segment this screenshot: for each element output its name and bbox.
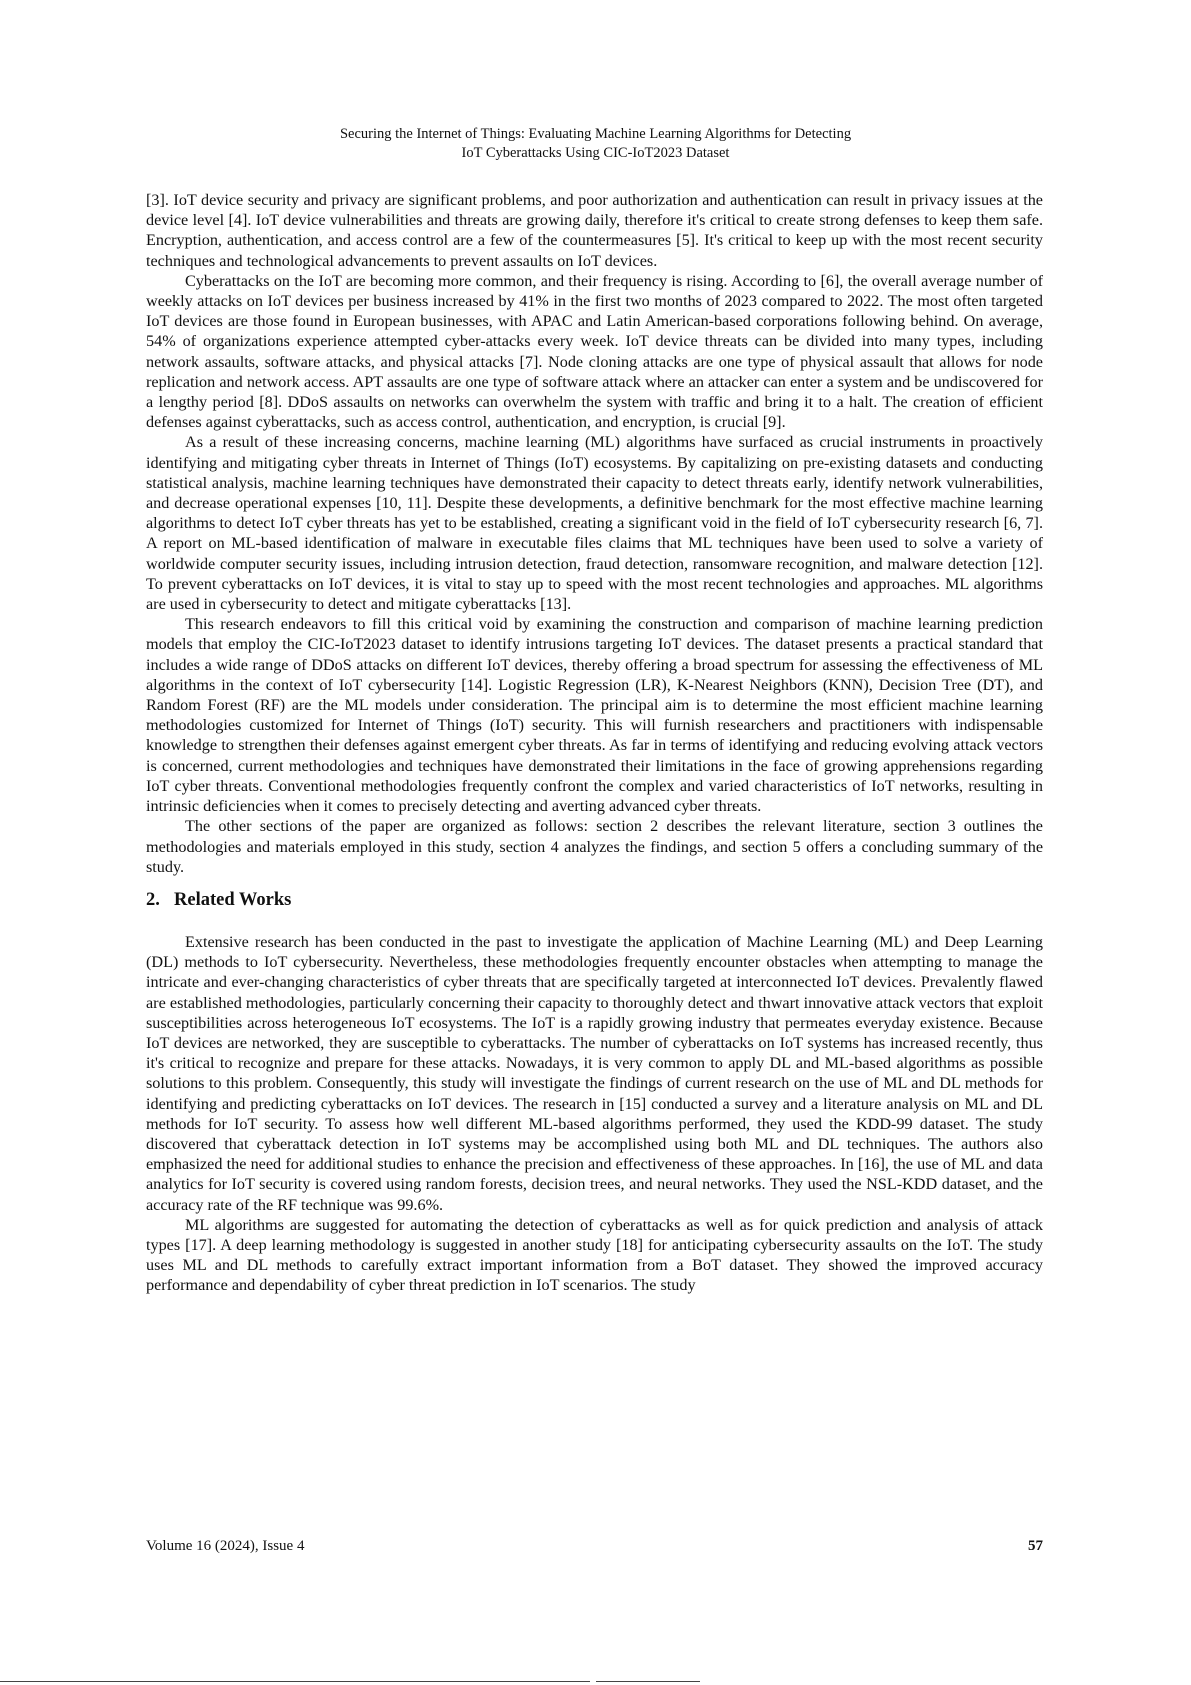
section-heading-related-works xyxy=(146,888,1043,912)
section-number: 2. xyxy=(146,889,160,910)
body-paragraph-1: [3]. IoT device security and privacy are significant problems, and poor authorization and authentication can result in privacy issues at the device level [4]. IoT device vulnerabilities and threats are growing daily, therefore it's critical to create strong defenses to keep them safe. Encryption, authentication, and access control are a few of the countermeasures [5]. It's critical to keep up with the most recent security techniques and technological advancements to prevent assaults on IoT devices. xyxy=(146,191,1043,270)
body-paragraph-3: As a result of these increasing concerns, machine learning (ML) algorithms have surfaced as crucial instruments in proactively identifying and mitigating cyber threats in Internet of Things (IoT) ecosystems. By capitalizing on pre-existing datasets and conducting statistical analysis, machine learning techniques have demonstrated their capacity to detect threats early, identify network vulnerabilities, and decrease operational expenses [10, 11]. Despite these developments, a definitive benchmark for the most effective machine learning algorithms to detect IoT cyber threats has yet to be established, creating a significant void in the field of IoT cybersecurity research [6, 7]. A report on ML-based identification of malware in executable files claims that ML techniques have been used to solve a variety of worldwide computer security issues, including intrusion detection, fraud detection, ransomware recognition, and malware detection [12]. To prevent cyberattacks on IoT devices, it is vital to stay up to speed with the most recent technologies and approaches. ML algorithms are used in cybersecurity to detect and mitigate cyberattacks [13]. xyxy=(146,433,1043,614)
section-title: Related Works xyxy=(174,889,292,910)
body-paragraph-2: Cyberattacks on the IoT are becoming more common, and their frequency is rising. According to [6], the overall average number of weekly attacks on IoT devices per business increased by 41% in the first two months of 2023 compared to 2022. The most often targeted IoT devices are those found in European businesses, with APAC and Latin American-based corporations following behind. On average, 54% of organizations experience attempted cyber-attacks every week. IoT device threats can be divided into many types, including network assaults, software attacks, and physical attacks [7]. Node cloning attacks are one type of physical assault that allows for node replication and network access. APT assaults are one type of software attack where an attacker can enter a system and be undiscovered for a lengthy period [8]. DDoS assaults on networks can overwhelm the system with traffic and bring it to a halt. The creation of efficient defenses against cyberattacks, such as access control, authentication, and encryption, is crucial [9]. xyxy=(146,271,1043,432)
running-header-line-2: IoT Cyberattacks Using CIC-IoT2023 Dataset xyxy=(461,145,730,161)
running-header-line-1: Securing the Internet of Things: Evaluating Machine Learning Algorithms for Detecting xyxy=(339,126,852,142)
body-paragraph-4: This research endeavors to fill this critical void by examining the construction and comparison of machine learning prediction models that employ the CIC-IoT2023 dataset to identify intrusions targeting IoT devices. The dataset presents a practical standard that includes a wide range of DDoS attacks on different IoT devices, thereby offering a broad spectrum for assessing the effectiveness of ML algorithms in the context of IoT cybersecurity [14]. Logistic Regression (LR), K-Nearest Neighbors (KNN), Decision Tree (DT), and Random Forest (RF) are the ML models under consideration. The principal aim is to determine the most efficient machine learning methodologies customized for Internet of Things (IoT) security. This will furnish researchers and practitioners with indispensable knowledge to strengthen their defenses against emergent cyber threats. As far in terms of identifying and reducing evolving attack vectors is concerned, current methodologies and techniques have demonstrated their limitations in the face of growing apprehensions regarding IoT cyber threats. Conventional methodologies frequently confront the complex and varied characteristics of IoT networks, resulting in intrinsic deficiencies when it comes to precisely detecting and averting advanced cyber threats. xyxy=(146,615,1043,816)
related-works-paragraph-2: ML algorithms are suggested for automating the detection of cyberattacks as well as for quick prediction and analysis of attack types [17]. A deep learning methodology is suggested in another study [18] for anticipating cybersecurity assaults on the IoT. The study uses ML and DL methods to carefully extract important information from a BoT dataset. They showed the improved accuracy performance and dependability of cyber threat prediction in IoT scenarios. The study xyxy=(146,1215,1043,1295)
footer-volume: Volume 16 (2024), Issue 4 xyxy=(146,1538,305,1554)
footer-page-number: 57 xyxy=(1028,1538,1043,1554)
scan-edge-line-short xyxy=(596,1681,700,1682)
body-paragraph-5: The other sections of the paper are organized as follows: section 2 describes the relevant literature, section 3 outlines the methodologies and materials employed in this study, section 4 analyzes the findings, and section 5 offers a concluding summary of the study. xyxy=(146,817,1043,876)
related-works-paragraph-1: Extensive research has been conducted in the past to investigate the application of Machine Learning (ML) and Deep Learning (DL) methods to IoT cybersecurity. Nevertheless, these methodologies frequently encounter obstacles when attempting to manage the intricate and ever-changing characteristics of cyber threats that are specifically targeted at interconnected IoT devices. Prevalently flawed are established methodologies, particularly concerning their capacity to thoroughly detect and thwart innovative attack vectors that exploit susceptibilities across heterogeneous IoT ecosystems. The IoT is a rapidly growing industry that permeates everyday existence. Because IoT devices are networked, they are susceptible to cyberattacks. The number of cyberattacks on IoT systems has increased recently, thus it's critical to recognize and prepare for these attacks. Nowadays, it is very common to apply DL and ML-based algorithms as possible solutions to this problem. Consequently, this study will investigate the findings of current research on the use of ML and DL methods for identifying and predicting cyberattacks on IoT devices. The research in [15] conducted a survey and a literature analysis on ML and DL methods for IoT security. To assess how well different ML-based algorithms performed, they used the KDD-99 dataset. The study discovered that cyberattack detection in IoT systems may be accomplished using both ML and DL techniques. The authors also emphasized the need for additional studies to enhance the precision and effectiveness of these approaches. In [16], the use of ML and data analytics for IoT security is covered using random forests, decision trees, and neural networks. They used the NSL-KDD dataset, and the accuracy rate of the RF technique was 99.6%. xyxy=(146,932,1043,1214)
scan-edge-line xyxy=(0,1681,590,1682)
main-content xyxy=(146,190,1043,1296)
running-header xyxy=(0,125,1191,163)
